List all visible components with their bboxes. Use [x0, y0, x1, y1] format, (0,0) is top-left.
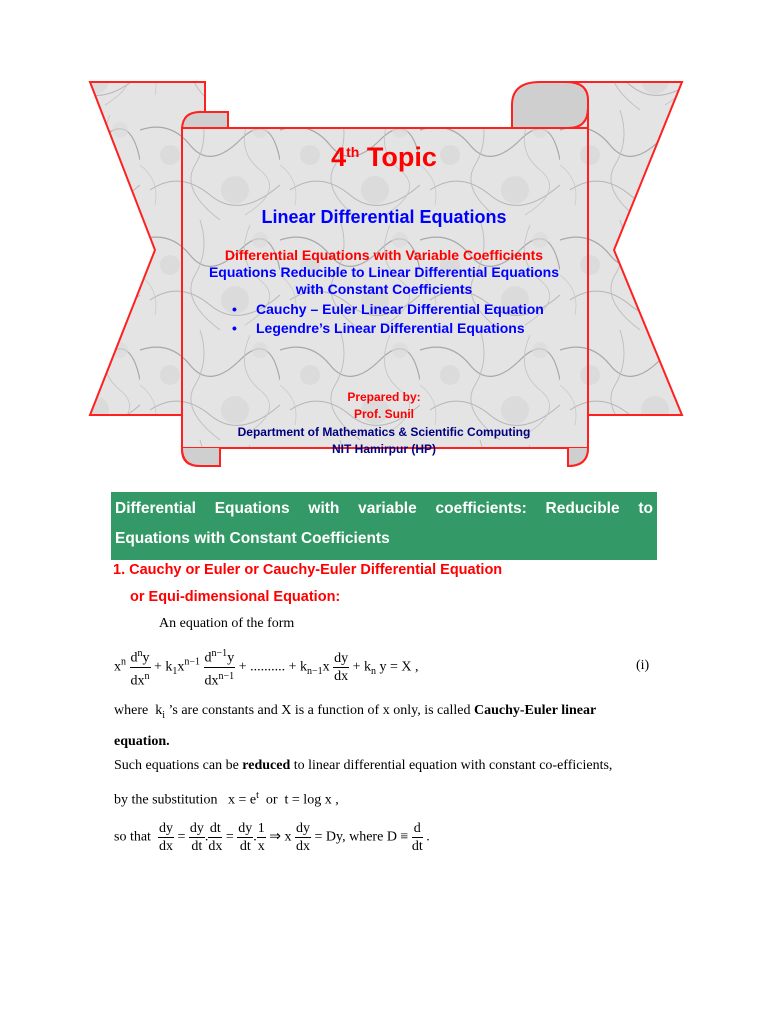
topic-title — [0, 142, 768, 173]
subtitle-2: Equations Reducible to Linear Differential Equations — [208, 264, 560, 280]
section-heading-line-2: Equations with Constant Coefficients — [115, 530, 390, 547]
subtitle-3: with Constant Coefficients — [295, 281, 473, 297]
bullet-item-2 — [232, 320, 525, 336]
section-heading-line-1: Differential Equations with variable coefficients: Reducible to — [115, 500, 653, 517]
where-d-text: , where — [342, 829, 384, 845]
equation-label: (i) — [636, 658, 650, 673]
bullet-item-1 — [232, 301, 544, 317]
subsection-title-1: 1. Cauchy or Euler or Cauchy-Euler Differential Equation — [113, 562, 503, 578]
subtitle-1: Differential Equations with Variable Coefficients — [224, 247, 544, 263]
so-that-text: so that — [114, 829, 151, 845]
substitution-line: by the substitution $x = e^t$ or t = log x , — [114, 790, 339, 808]
department: Department of Mathematics & Scientific Computing — [237, 425, 531, 439]
reduced-post: to linear differential equation with constant co-efficients, — [293, 758, 613, 773]
reduced-pre: Such equations can be — [114, 758, 239, 773]
subst-text: by the substitution — [114, 792, 218, 808]
bold-term: Cauchy-Euler linear — [473, 703, 597, 718]
main-title: Linear Differential Equations — [261, 207, 507, 227]
bold-term-2: equation. — [114, 734, 170, 749]
author: Prof. Sunil — [354, 407, 414, 421]
bullet-text: Legendre’s Linear Differential Equations — [256, 320, 525, 336]
subsection-title-2: or Equi-dimensional Equation: — [130, 589, 341, 605]
cauchy-euler-equation: $x^n$ $\frac{d^ny}{dx^n}$ + $k_1x^{n-1}$ $\frac{d^{n-1}y}{dx^{n-1}}$ + .......... + $k_{n-1}x$ $\frac{dy}{dx}$ + $k_n$ y = X , — [114, 645, 419, 689]
bullet-icon: • — [232, 301, 237, 317]
where-mid: ’s are constants and X is a function of x only, is called — [168, 703, 471, 718]
reduced-line — [114, 758, 612, 774]
intro-text: An equation of the form — [159, 616, 295, 631]
subst-or: or — [265, 792, 278, 808]
topic-sup: th — [346, 144, 360, 160]
institute: NIT Hamirpur (HP) — [331, 442, 436, 456]
bullet-text: Cauchy – Euler Linear Differential Equation — [256, 301, 544, 317]
where-line: where $k_i$ ’s are constants and X is a function of x only, is called Cauchy-Euler linear — [114, 703, 597, 721]
reduced-word: reduced — [242, 758, 291, 773]
prepared-by: Prepared by: — [347, 390, 421, 404]
so-that-line: so that $\frac{dy}{dx}$ = $\frac{dy}{dt}$ . $\frac{dt}{dx}$ = $\frac{dy}{dt}$ . $\frac{1}{x}$ ⇒ x $\frac{dy}{dx}$ = Dy, where D ≡ $\frac{d}{dt}$ . — [114, 821, 430, 854]
topic-word: Topic — [366, 142, 437, 172]
topic-number: 4 — [331, 142, 347, 172]
where-prefix: where — [114, 703, 149, 718]
bullet-icon: • — [232, 320, 237, 336]
section-heading-box — [111, 492, 657, 560]
